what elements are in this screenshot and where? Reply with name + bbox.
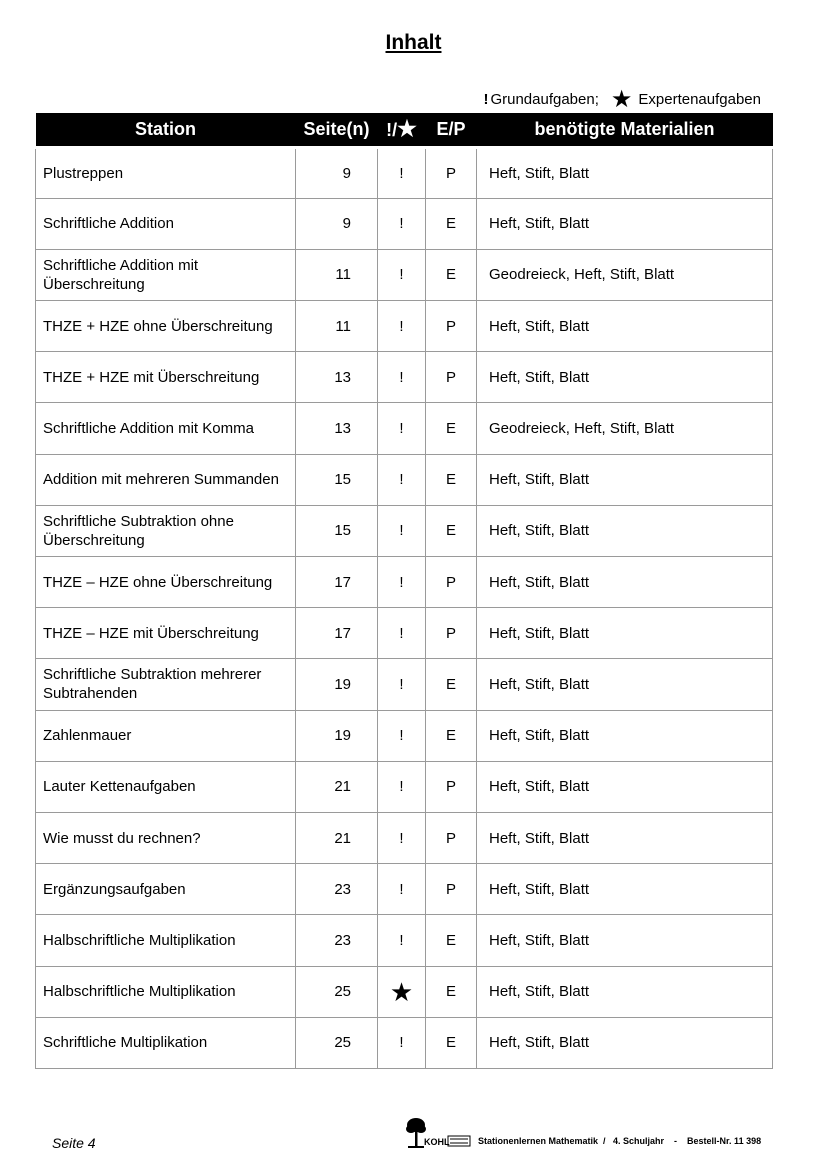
expertenaufgaben-label: Expertenaufgaben — [638, 90, 761, 108]
mark-cell: ! — [378, 710, 426, 761]
header-materialien: benötigte Materialien — [477, 113, 773, 147]
station-cell: Schriftliche Addition mit Komma — [36, 403, 296, 454]
materialien-cell: Heft, Stift, Blatt — [477, 1017, 773, 1068]
seite-cell: 11 — [296, 301, 378, 352]
page-title: Inhalt — [385, 31, 442, 54]
table-row — [36, 659, 773, 710]
station-cell: Halbschriftliche Multiplikation — [36, 915, 296, 966]
seite-cell: 25 — [296, 1017, 378, 1068]
logo-text: KOHL — [424, 1137, 450, 1147]
seite-cell: 9 — [296, 147, 378, 198]
materialien-cell: Heft, Stift, Blatt — [477, 198, 773, 249]
mark-cell: ! — [378, 761, 426, 812]
table-row — [36, 403, 773, 454]
mark-cell: ! — [378, 147, 426, 198]
station-cell: Schriftliche Subtraktion mehrerer Subtrahenden — [36, 659, 296, 710]
materialien-cell: Heft, Stift, Blatt — [477, 812, 773, 863]
materialien-cell: Heft, Stift, Blatt — [477, 505, 773, 556]
seite-cell: 21 — [296, 812, 378, 863]
ep-cell: E — [426, 710, 477, 761]
table-row — [36, 454, 773, 505]
mark-cell: ! — [378, 915, 426, 966]
table-row — [36, 147, 773, 198]
mark-cell: ! — [378, 301, 426, 352]
seite-cell: 9 — [296, 198, 378, 249]
seite-cell: 17 — [296, 608, 378, 659]
header-ep: E/P — [426, 113, 477, 147]
mark-cell: ! — [378, 505, 426, 556]
seite-cell: 25 — [296, 966, 378, 1017]
ep-cell: P — [426, 608, 477, 659]
legend — [483, 86, 761, 113]
station-cell: Schriftliche Addition mit Überschreitung — [36, 249, 296, 300]
mark-cell: ! — [378, 403, 426, 454]
table-row — [36, 761, 773, 812]
table-header — [36, 113, 773, 147]
ep-cell: E — [426, 966, 477, 1017]
ep-cell: P — [426, 761, 477, 812]
seite-cell: 13 — [296, 403, 378, 454]
header-mark-label: !/ — [386, 120, 398, 141]
mark-cell: ! — [378, 812, 426, 863]
table-row — [36, 557, 773, 608]
station-cell: THZE – HZE ohne Überschreitung — [36, 557, 296, 608]
mark-cell: ! — [378, 454, 426, 505]
table-row — [36, 608, 773, 659]
mark-cell: ! — [378, 659, 426, 710]
ep-cell: E — [426, 1017, 477, 1068]
header-seite: Seite(n) — [296, 113, 378, 147]
materialien-cell: Geodreieck, Heft, Stift, Blatt — [477, 249, 773, 300]
seite-cell: 13 — [296, 352, 378, 403]
station-cell: THZE + HZE ohne Überschreitung — [36, 301, 296, 352]
materialien-cell: Heft, Stift, Blatt — [477, 147, 773, 198]
station-cell: Plustreppen — [36, 147, 296, 198]
materialien-cell: Heft, Stift, Blatt — [477, 915, 773, 966]
imprint: Stationenlernen Mathematik / 4. Schuljahr - Bestell-Nr. 11 398 — [478, 1136, 762, 1146]
star-icon: ★ — [397, 116, 417, 142]
seite-cell: 23 — [296, 864, 378, 915]
materialien-cell: Heft, Stift, Blatt — [477, 966, 773, 1017]
station-cell: Lauter Kettenaufgaben — [36, 761, 296, 812]
mark-cell: ! — [378, 352, 426, 403]
seite-cell: 21 — [296, 761, 378, 812]
station-cell: Wie musst du rechnen? — [36, 812, 296, 863]
station-cell: Ergänzungsaufgaben — [36, 864, 296, 915]
table-row — [36, 864, 773, 915]
star-icon: ★ — [610, 86, 633, 113]
header-mark — [378, 113, 426, 147]
table-row — [36, 1017, 773, 1068]
ep-cell: E — [426, 198, 477, 249]
materialien-cell: Heft, Stift, Blatt — [477, 454, 773, 505]
materialien-cell: Heft, Stift, Blatt — [477, 659, 773, 710]
materialien-cell: Geodreieck, Heft, Stift, Blatt — [477, 403, 773, 454]
header-station: Station — [36, 113, 296, 147]
table-row — [36, 505, 773, 556]
seite-cell: 23 — [296, 915, 378, 966]
materialien-cell: Heft, Stift, Blatt — [477, 761, 773, 812]
materialien-cell: Heft, Stift, Blatt — [477, 864, 773, 915]
materialien-cell: Heft, Stift, Blatt — [477, 301, 773, 352]
ep-cell: E — [426, 249, 477, 300]
ep-cell: P — [426, 301, 477, 352]
table-row — [36, 301, 773, 352]
page-number: Seite 4 — [52, 1135, 96, 1151]
ep-cell: P — [426, 557, 477, 608]
ep-cell: E — [426, 403, 477, 454]
station-cell: THZE + HZE mit Überschreitung — [36, 352, 296, 403]
ep-cell: P — [426, 352, 477, 403]
table-row — [36, 249, 773, 300]
mark-cell: ! — [378, 864, 426, 915]
ep-cell: P — [426, 864, 477, 915]
station-cell: Schriftliche Subtraktion ohne Überschreitung — [36, 505, 296, 556]
station-cell: Schriftliche Addition — [36, 198, 296, 249]
materialien-cell: Heft, Stift, Blatt — [477, 557, 773, 608]
table-row — [36, 352, 773, 403]
ep-cell: P — [426, 812, 477, 863]
mark-cell: ! — [378, 557, 426, 608]
mark-cell: ! — [378, 608, 426, 659]
station-cell: Schriftliche Multiplikation — [36, 1017, 296, 1068]
kohl-logo — [404, 1116, 472, 1150]
table-row — [36, 915, 773, 966]
station-cell: Addition mit mehreren Summanden — [36, 454, 296, 505]
seite-cell: 15 — [296, 454, 378, 505]
ep-cell: E — [426, 659, 477, 710]
grundaufgaben-label: Grundaufgaben; — [490, 90, 599, 108]
materialien-cell: Heft, Stift, Blatt — [477, 352, 773, 403]
mark-cell: ! — [378, 198, 426, 249]
table-row — [36, 710, 773, 761]
ep-cell: E — [426, 454, 477, 505]
seite-cell: 19 — [296, 659, 378, 710]
table-row — [36, 198, 773, 249]
station-cell: Zahlenmauer — [36, 710, 296, 761]
mark-cell: ! — [378, 249, 426, 300]
materialien-cell: Heft, Stift, Blatt — [477, 608, 773, 659]
stations-table — [35, 113, 773, 1069]
ep-cell: P — [426, 147, 477, 198]
mark-cell: ★ — [378, 966, 426, 1017]
seite-cell: 15 — [296, 505, 378, 556]
ep-cell: E — [426, 505, 477, 556]
seite-cell: 19 — [296, 710, 378, 761]
table-row — [36, 966, 773, 1017]
seite-cell: 11 — [296, 249, 378, 300]
mark-cell: ! — [378, 1017, 426, 1068]
ep-cell: E — [426, 915, 477, 966]
table-row — [36, 812, 773, 863]
seite-cell: 17 — [296, 557, 378, 608]
station-cell: Halbschriftliche Multiplikation — [36, 966, 296, 1017]
materialien-cell: Heft, Stift, Blatt — [477, 710, 773, 761]
station-cell: THZE – HZE mit Überschreitung — [36, 608, 296, 659]
grundaufgaben-symbol: ! — [483, 90, 489, 108]
